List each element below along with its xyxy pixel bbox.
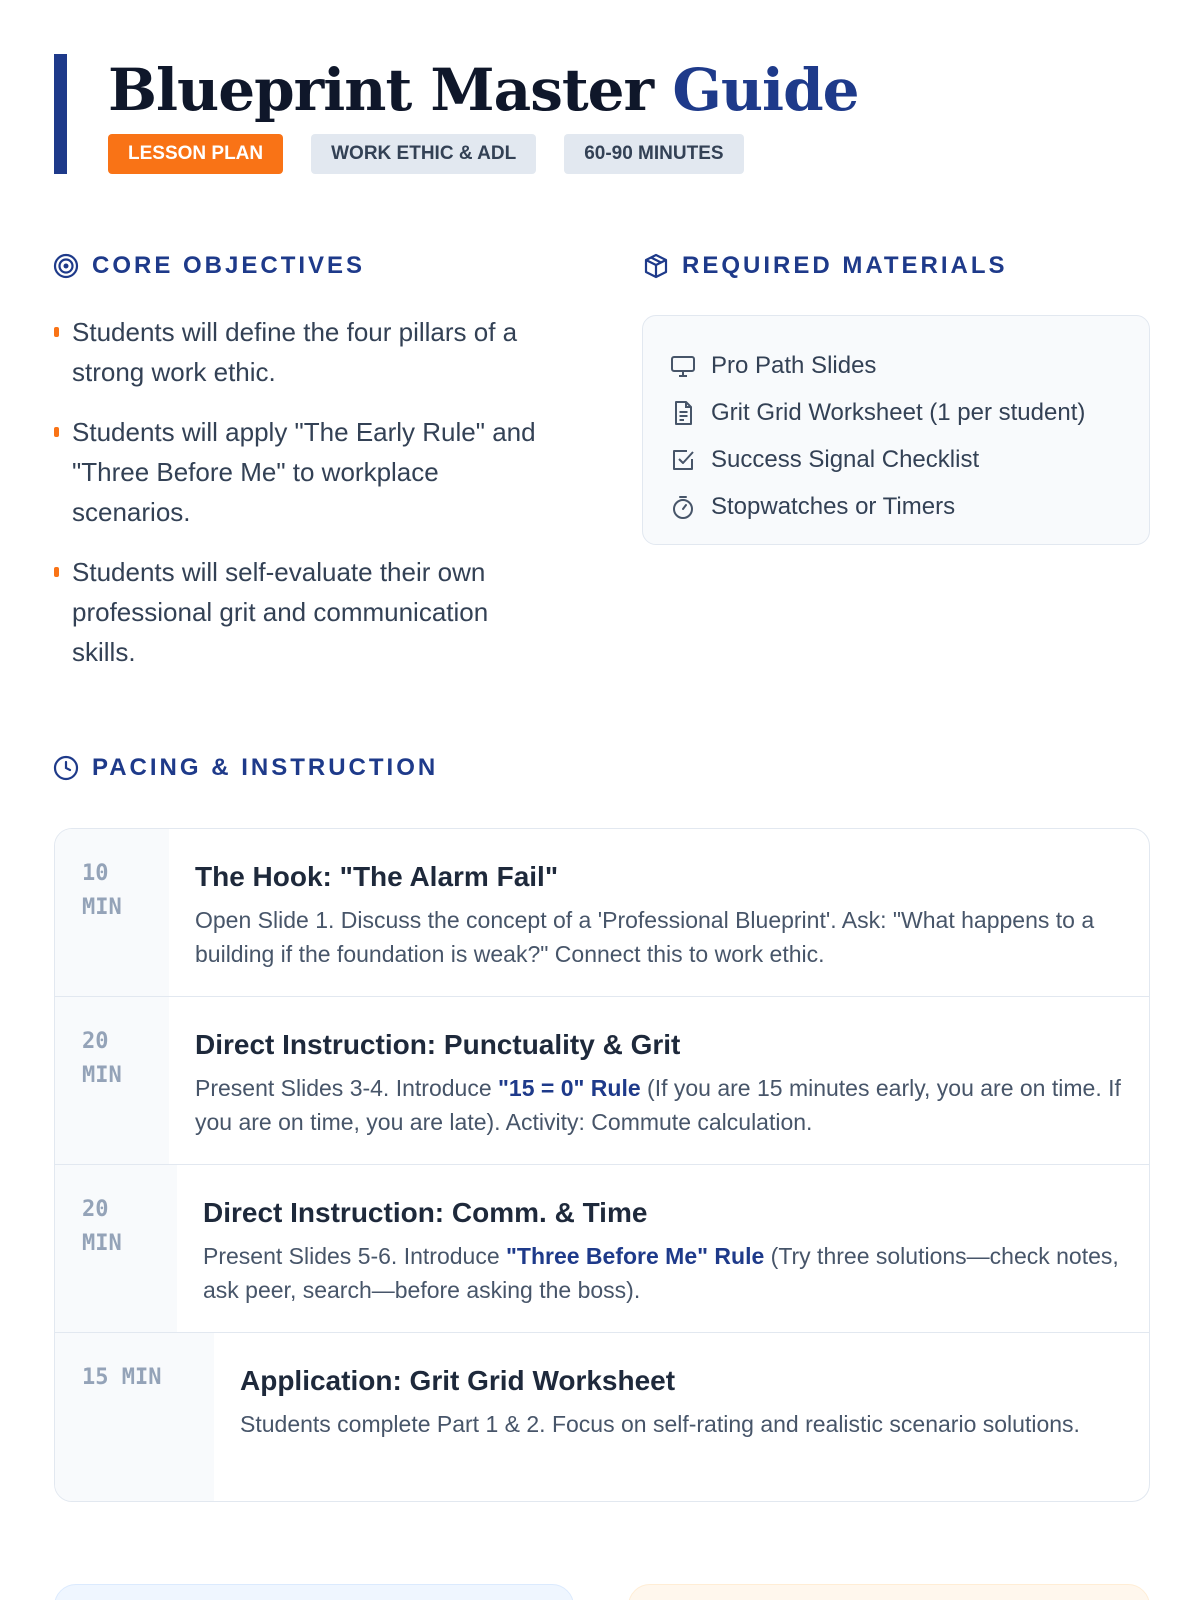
- clock-icon: [52, 754, 80, 782]
- pace-description: [203, 1239, 1123, 1307]
- objectives-list: [54, 312, 554, 692]
- stopwatch-icon: [669, 493, 697, 521]
- materials-card: [642, 315, 1150, 545]
- info-card-right: [628, 1584, 1150, 1600]
- pace-time-number: 15: [82, 1365, 109, 1390]
- bullet-marker: [54, 567, 59, 577]
- rule-highlight: "Three Before Me" Rule: [506, 1243, 765, 1269]
- list-item: [54, 312, 554, 392]
- pace-title: The Hook: "The Alarm Fail": [195, 861, 559, 892]
- pace-time-number: 10: [82, 861, 109, 886]
- document-icon: [669, 399, 697, 427]
- material-label: Stopwatches or Timers: [711, 492, 956, 520]
- objective-text: Students will apply "The Early Rule" and "Three Before Me" to workplace scenarios.: [72, 417, 536, 527]
- pace-desc-text: Students complete Part 1 & 2. Focus on self-rating and realistic scenario solutions.: [240, 1411, 1080, 1437]
- pacing-heading: [52, 754, 438, 782]
- pace-time: [55, 1333, 214, 1502]
- table-row: [55, 997, 1149, 1165]
- monitor-icon: [669, 352, 697, 380]
- target-icon: [52, 252, 80, 280]
- page-title: [108, 54, 859, 126]
- header-accent-bar: [54, 54, 67, 174]
- bullet-marker: [54, 427, 59, 437]
- pace-time: [55, 829, 169, 996]
- package-icon: [642, 252, 670, 280]
- pace-desc-text: (Try three solutions—check notes, ask peer, search—before asking the boss).: [203, 1243, 1119, 1303]
- pace-description: [195, 903, 1123, 971]
- pace-time-unit: MIN: [82, 895, 122, 920]
- material-item: [669, 342, 1123, 389]
- objectives-heading: [52, 252, 365, 280]
- info-card-left: [54, 1584, 574, 1600]
- pace-desc-text: Present Slides 5-6. Introduce: [203, 1243, 506, 1269]
- tag-lesson-plan: LESSON PLAN: [108, 134, 283, 174]
- materials-heading: [642, 252, 1008, 280]
- objectives-heading-text: CORE OBJECTIVES: [92, 252, 366, 279]
- pace-body: [169, 997, 1149, 1164]
- pace-body: [214, 1333, 1149, 1502]
- material-item: [669, 389, 1123, 436]
- tag-list: [108, 134, 744, 174]
- pace-title: Direct Instruction: Punctuality & Grit: [195, 1029, 681, 1060]
- pacing-table: [54, 828, 1150, 1502]
- material-item: [669, 436, 1123, 483]
- pace-body: [177, 1165, 1149, 1332]
- pace-time: [55, 997, 169, 1164]
- pace-desc-text: (If you are 15 minutes early, you are on time. If you are on time, you are late). Activity: Commute calculation.: [195, 1075, 1121, 1135]
- objective-text: Students will self-evaluate their own professional grit and communication skills.: [72, 557, 489, 667]
- pace-time: [55, 1165, 177, 1332]
- pace-time-unit: MIN: [121, 1365, 162, 1390]
- pace-body: [169, 829, 1149, 996]
- pace-time-unit: MIN: [82, 1231, 122, 1256]
- pace-time-number: 20: [82, 1197, 109, 1222]
- list-item: [54, 552, 554, 672]
- material-label: Pro Path Slides: [711, 351, 877, 379]
- pace-desc-text: Open Slide 1. Discuss the concept of a 'Professional Blueprint'. Ask: "What happens to a building if the foundation is weak?" Connect this to work ethic.: [195, 907, 1095, 967]
- tag-duration: 60-90 MINUTES: [564, 134, 743, 174]
- list-item: [54, 412, 554, 532]
- materials-heading-text: REQUIRED MATERIALS: [682, 252, 1008, 279]
- pacing-heading-text: PACING & INSTRUCTION: [92, 754, 439, 781]
- pace-description: [195, 1071, 1123, 1139]
- pace-time-unit: MIN: [82, 1063, 122, 1088]
- bullet-marker: [54, 327, 59, 337]
- page-header: [54, 54, 859, 174]
- material-item: [669, 483, 1123, 530]
- pace-desc-text: Present Slides 3-4. Introduce: [195, 1075, 498, 1101]
- tag-topic: WORK ETHIC & ADL: [311, 134, 536, 174]
- material-label: Grit Grid Worksheet (1 per student): [711, 398, 1086, 426]
- title-main: Blueprint Master: [108, 56, 654, 124]
- objective-text: Students will define the four pillars of a strong work ethic.: [72, 317, 518, 387]
- title-accent: Guide: [672, 56, 859, 124]
- pace-time-number: 20: [82, 1029, 109, 1054]
- checkbox-icon: [669, 446, 697, 474]
- table-row: [55, 1333, 1149, 1502]
- rule-highlight: "15 = 0" Rule: [498, 1075, 641, 1101]
- pace-description: [240, 1407, 1123, 1441]
- pace-title: Direct Instruction: Comm. & Time: [203, 1197, 648, 1228]
- table-row: [55, 829, 1149, 997]
- table-row: [55, 1165, 1149, 1333]
- material-label: Success Signal Checklist: [711, 445, 980, 473]
- pace-title: Application: Grit Grid Worksheet: [240, 1365, 676, 1396]
